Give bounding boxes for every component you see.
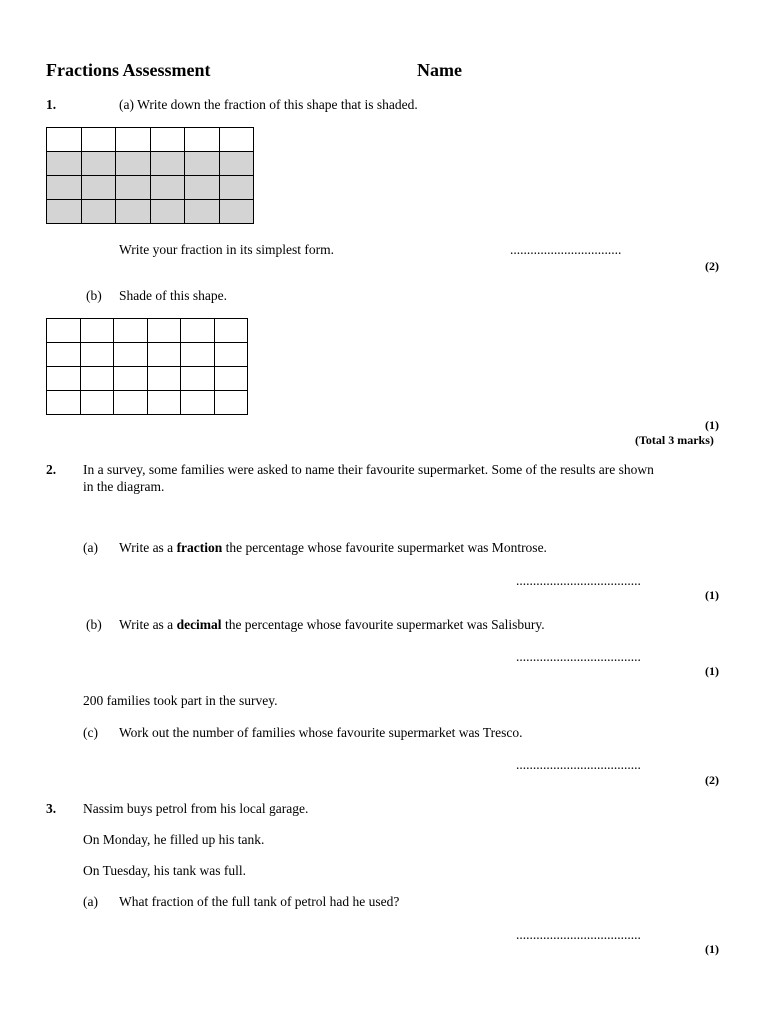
grid-cell-shaded bbox=[185, 176, 220, 200]
q3a-answer-line[interactable]: ..................................... bbox=[516, 927, 641, 942]
q3a-label: (a) bbox=[83, 894, 98, 909]
grid-cell bbox=[219, 128, 254, 152]
q2-intro-line1: In a survey, some families were asked to name their favourite supermarket. Some of the results are shown bbox=[83, 462, 654, 477]
grid-cell[interactable] bbox=[147, 391, 181, 415]
grid-cell-shaded bbox=[47, 200, 82, 224]
grid-cell-shaded bbox=[116, 152, 151, 176]
grid-cell-shaded bbox=[116, 200, 151, 224]
q2-families-text: 200 families took part in the survey. bbox=[83, 693, 278, 708]
q1a-text: (a) Write down the fraction of this shape that is shaded. bbox=[119, 97, 418, 112]
q3-line2: On Monday, he filled up his tank. bbox=[83, 832, 265, 847]
grid-cell[interactable] bbox=[47, 343, 81, 367]
grid-cell[interactable] bbox=[147, 367, 181, 391]
grid-cell[interactable] bbox=[181, 343, 215, 367]
q2b-answer-line[interactable]: ..................................... bbox=[516, 649, 641, 664]
q3a-text: What fraction of the full tank of petrol had he used? bbox=[119, 894, 400, 909]
q1-simplest-text: Write your fraction in its simplest form. bbox=[119, 242, 335, 257]
grid-cell-shaded bbox=[150, 200, 185, 224]
q1b-marks: (1) bbox=[705, 418, 719, 432]
grid-cell-shaded bbox=[81, 176, 116, 200]
grid-cell-shaded bbox=[47, 152, 82, 176]
grid-cell[interactable] bbox=[114, 343, 148, 367]
page-title: Fractions Assessment bbox=[46, 60, 211, 80]
grid-row bbox=[47, 391, 248, 415]
grid-row bbox=[47, 128, 254, 152]
grid-row bbox=[47, 176, 254, 200]
grid-cell bbox=[150, 128, 185, 152]
grid-cell bbox=[116, 128, 151, 152]
q1b-label: (b) bbox=[86, 288, 102, 303]
q1b-text: Shade of this shape. bbox=[119, 288, 227, 303]
grid-cell[interactable] bbox=[47, 391, 81, 415]
grid-cell bbox=[185, 128, 220, 152]
q3-line1: Nassim buys petrol from his local garage. bbox=[83, 801, 309, 816]
q3a-marks: (1) bbox=[705, 942, 719, 956]
q2a-bold-word: fraction bbox=[176, 540, 223, 555]
grid-cell[interactable] bbox=[181, 367, 215, 391]
q2c-text: Work out the number of families whose favourite supermarket was Tresco. bbox=[119, 725, 523, 740]
q2b-marks: (1) bbox=[705, 664, 719, 678]
q2-number: 2. bbox=[46, 462, 57, 477]
grid-cell-shaded bbox=[116, 176, 151, 200]
grid-cell[interactable] bbox=[214, 319, 248, 343]
grid-cell[interactable] bbox=[47, 367, 81, 391]
grid-cell[interactable] bbox=[47, 319, 81, 343]
grid-cell-shaded bbox=[150, 152, 185, 176]
q1a-answer-line[interactable]: ................................. bbox=[510, 242, 622, 257]
q3-line3: On Tuesday, his tank was full. bbox=[83, 863, 247, 878]
grid-row bbox=[47, 367, 248, 391]
q1-shaded-grid bbox=[46, 127, 254, 224]
grid-cell[interactable] bbox=[80, 319, 114, 343]
grid-cell-shaded bbox=[150, 176, 185, 200]
q1-number: 1. bbox=[46, 97, 57, 112]
grid-cell-shaded bbox=[47, 176, 82, 200]
q2b-text: Write as a decimal the percentage whose favourite supermarket was Salisbury. bbox=[119, 617, 545, 632]
grid-cell-shaded bbox=[81, 152, 116, 176]
q2a-text: Write as a fraction the percentage whose favourite supermarket was Montrose. bbox=[119, 540, 547, 555]
name-label: Name bbox=[417, 60, 462, 80]
q3-number: 3. bbox=[46, 801, 57, 816]
grid-row bbox=[47, 200, 254, 224]
q2a-marks: (1) bbox=[705, 588, 719, 602]
grid-cell[interactable] bbox=[181, 319, 215, 343]
grid-cell bbox=[81, 128, 116, 152]
grid-row bbox=[47, 319, 248, 343]
q2a-label: (a) bbox=[83, 540, 98, 555]
q2-intro-line2: in the diagram. bbox=[83, 479, 165, 494]
grid-cell-shaded bbox=[185, 152, 220, 176]
grid-cell-shaded bbox=[219, 200, 254, 224]
grid-cell[interactable] bbox=[114, 391, 148, 415]
grid-cell[interactable] bbox=[214, 343, 248, 367]
grid-cell bbox=[47, 128, 82, 152]
grid-cell[interactable] bbox=[214, 391, 248, 415]
grid-cell-shaded bbox=[81, 200, 116, 224]
grid-cell-shaded bbox=[185, 200, 220, 224]
grid-cell[interactable] bbox=[80, 343, 114, 367]
grid-row bbox=[47, 343, 248, 367]
grid-cell[interactable] bbox=[147, 343, 181, 367]
grid-cell[interactable] bbox=[80, 367, 114, 391]
q2c-answer-line[interactable]: ..................................... bbox=[516, 757, 641, 772]
grid-cell[interactable] bbox=[214, 367, 248, 391]
q2c-marks: (2) bbox=[705, 773, 719, 787]
q1-blank-grid bbox=[46, 318, 248, 415]
grid-cell[interactable] bbox=[181, 391, 215, 415]
q1-total-marks: (Total 3 marks) bbox=[635, 433, 714, 447]
grid-row bbox=[47, 152, 254, 176]
q2c-label: (c) bbox=[83, 725, 98, 740]
q2a-answer-line[interactable]: ..................................... bbox=[516, 573, 641, 588]
q2b-bold-word: decimal bbox=[176, 617, 222, 632]
grid-cell[interactable] bbox=[114, 319, 148, 343]
q2b-label: (b) bbox=[86, 617, 102, 632]
q1a-marks: (2) bbox=[705, 259, 719, 273]
grid-cell[interactable] bbox=[80, 391, 114, 415]
grid-cell[interactable] bbox=[147, 319, 181, 343]
grid-cell[interactable] bbox=[114, 367, 148, 391]
grid-cell-shaded bbox=[219, 176, 254, 200]
grid-cell-shaded bbox=[219, 152, 254, 176]
